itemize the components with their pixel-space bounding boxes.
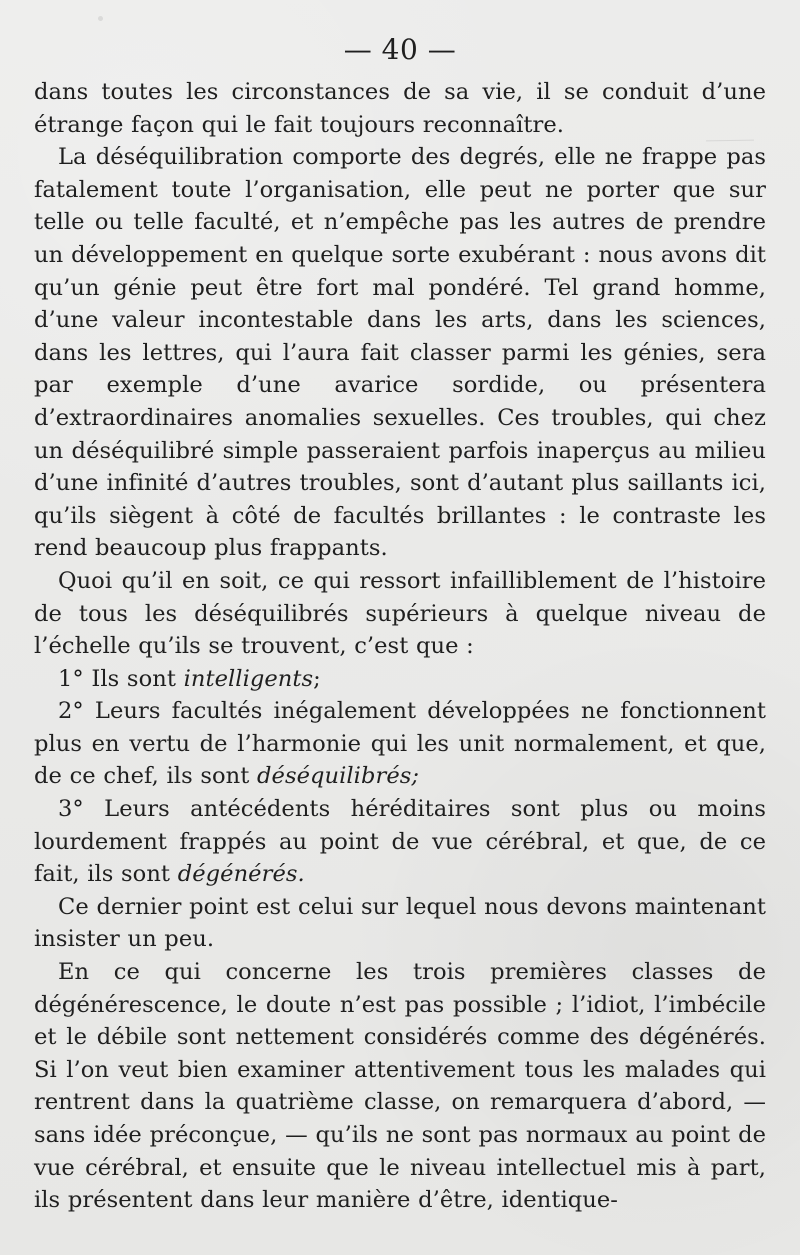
list-item-desequilibres: [34, 695, 766, 793]
paragraph-degenerescence: En ce qui concerne les trois premières classes de dégénérescence, le doute n’est pas possible ; l’idiot, l’imbécile et le débile sont nettement considérés comme des dégénérés. Si l’on veut bien examiner attentivement tous les malades qui rentrent dans la quatrième classe, on remarquera d’abord, — sans idée préconçue, — qu’ils ne sont pas normaux au point de vue cérébral, et ensuite que le niveau intellectuel mis à part, ils présentent dans leur manière d’être, identique-: [34, 959, 766, 1214]
paragraph-histoire: Quoi qu’il en soit, ce qui ressort infailliblement de l’histoire de tous les déséquilibrés supérieurs à quelque niveau de l’échelle qu’ils se trouvent, c’est que :: [34, 567, 766, 660]
paragraph-desequilibration: La déséquilibration comporte des degrés, elle ne frappe pas fatalement toute l’organisation, elle peut ne porter que sur telle ou telle faculté, et n’empêche pas les autres de prendre un développement en quelque sorte exubérant : nous avons dit qu’un génie peut être fort mal pondéré. Tel grand homme, d’une valeur incontestable dans les arts, dans les sciences, dans les lettres, qui l’aura fait classer parmi les génies, sera par exemple d’une avarice sordide, ou présentera d’extraordinaires anomalies sexuelles. Ces troubles, qui chez un déséquilibré simple passeraient parfois inaperçus au milieu d’une infinité d’autres troubles, sont d’autant plus saillants ici, qu’ils siègent à côté de facultés brillantes : le contraste les rend beaucoup plus frappants.: [34, 144, 766, 562]
paragraph-dernier-point: Ce dernier point est celui sur lequel nous devons maintenant insister un peu.: [34, 893, 766, 953]
page-number: — 40 —: [343, 33, 457, 66]
list-item-intelligents: [34, 663, 766, 696]
body-text: [34, 76, 766, 1217]
list-item-degeneres-prefix: 3° Leurs antécédents héréditaires sont plus ou moins lourdement frappés au point de vue cérébral, et que, de ce fait, ils sont: [34, 796, 766, 888]
list-item-degeneres-italic: dégénérés.: [177, 861, 305, 888]
list-item-degeneres: [34, 793, 766, 891]
list-item-intelligents-suffix: ;: [313, 665, 321, 692]
list-item-intelligents-italic: intelligents: [183, 665, 314, 692]
list-item-intelligents-prefix: 1° Ils sont: [58, 665, 184, 692]
scan-speck-top: [98, 16, 103, 21]
paragraph-continuation: dans toutes les circonstances de sa vie, il se conduit d’une étrange façon qui le fait toujours reconnaître.: [34, 79, 766, 138]
list-item-desequilibres-italic: déséquilibrés;: [257, 763, 420, 790]
list-item-desequilibres-prefix: 2° Leurs facultés inégalement développées ne fonctionnent plus en vertu de l’harmonie qui les unit normalement, et que, de ce chef, ils sont: [34, 698, 766, 790]
